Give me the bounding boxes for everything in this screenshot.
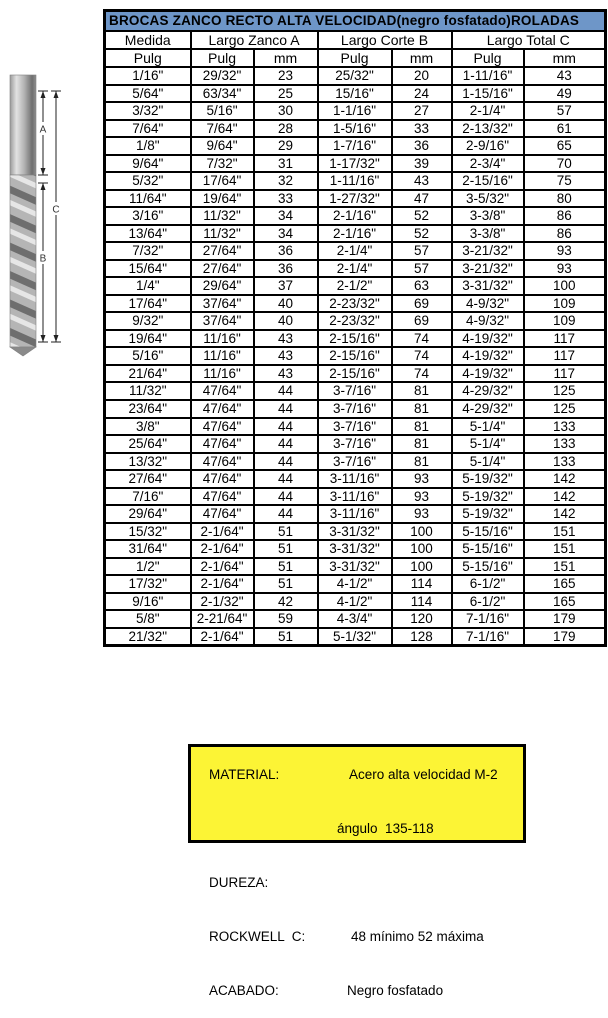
table-cell: 3-31/32" — [318, 540, 392, 558]
table-cell: 93 — [524, 242, 606, 260]
table-cell: 36 — [392, 137, 452, 155]
table-cell: 44 — [254, 488, 318, 506]
table-cell: 43 — [254, 365, 318, 383]
unit-header: mm — [392, 49, 452, 67]
table-cell: 33 — [254, 190, 318, 208]
table-cell: 42 — [254, 593, 318, 611]
table-cell: 9/64" — [105, 155, 191, 173]
table-cell: 3-7/16" — [318, 400, 392, 418]
table-cell: 3-3/8" — [452, 225, 524, 243]
table-cell: 1-15/16" — [452, 85, 524, 103]
table-cell: 125 — [524, 400, 606, 418]
table-cell: 3-31/32" — [318, 558, 392, 576]
table-row — [105, 400, 606, 418]
drill-flutes — [10, 175, 36, 356]
table-cell: 5-15/16" — [452, 558, 524, 576]
table-cell: 30 — [254, 102, 318, 120]
table-row — [105, 190, 606, 208]
table-row — [105, 365, 606, 383]
table-cell: 81 — [392, 382, 452, 400]
table-cell: 2-1/4" — [318, 260, 392, 278]
table-cell: 13/32" — [105, 453, 191, 471]
table-cell: 9/16" — [105, 593, 191, 611]
table-cell: 33 — [392, 120, 452, 138]
table-cell: 47/64" — [191, 435, 254, 453]
table-cell: 4-9/32" — [452, 295, 524, 313]
dureza-label: DUREZA: — [209, 875, 269, 890]
table-cell: 3-21/32" — [452, 242, 524, 260]
table-cell: 20 — [392, 67, 452, 85]
table-cell: 3-11/16" — [318, 470, 392, 488]
table-cell: 1-7/16" — [318, 137, 392, 155]
table-cell: 7-1/16" — [452, 628, 524, 646]
table-unit-header-row — [105, 49, 606, 67]
table-cell: 47/64" — [191, 382, 254, 400]
table-cell: 100 — [392, 523, 452, 541]
table-cell: 7/64" — [105, 120, 191, 138]
table-cell: 15/32" — [105, 523, 191, 541]
table-row — [105, 155, 606, 173]
table-cell: 117 — [524, 365, 606, 383]
table-cell: 11/32" — [191, 207, 254, 225]
table-cell: 80 — [524, 190, 606, 208]
dimension-label-b: B — [39, 253, 47, 265]
table-cell: 5/8" — [105, 610, 191, 628]
table-cell: 37 — [254, 277, 318, 295]
table-cell: 17/64" — [105, 295, 191, 313]
table-cell: 3-5/32" — [452, 190, 524, 208]
drill-shank — [10, 75, 36, 175]
table-cell: 47/64" — [191, 400, 254, 418]
spec-table-container — [103, 9, 604, 647]
table-cell: 61 — [524, 120, 606, 138]
table-cell: 27/64" — [191, 260, 254, 278]
table-cell: 21/64" — [105, 365, 191, 383]
table-cell: 2-1/4" — [318, 242, 392, 260]
table-row — [105, 172, 606, 190]
table-row — [105, 330, 606, 348]
table-cell: 29 — [254, 137, 318, 155]
table-row — [105, 593, 606, 611]
unit-header: Pulg — [318, 49, 392, 67]
table-cell: 2-15/16" — [318, 347, 392, 365]
table-cell: 51 — [254, 575, 318, 593]
table-row — [105, 102, 606, 120]
table-row — [105, 225, 606, 243]
table-cell: 2-15/16" — [318, 330, 392, 348]
table-cell: 3/16" — [105, 207, 191, 225]
table-cell: 128 — [392, 628, 452, 646]
table-cell: 9/64" — [191, 137, 254, 155]
table-row — [105, 260, 606, 278]
table-group-header-row — [105, 31, 606, 49]
table-cell: 13/64" — [105, 225, 191, 243]
table-cell: 1-11/16" — [318, 172, 392, 190]
table-cell: 27/64" — [191, 242, 254, 260]
table-cell: 44 — [254, 382, 318, 400]
table-cell: 5/16" — [105, 347, 191, 365]
table-cell: 7/32" — [105, 242, 191, 260]
table-cell: 93 — [392, 470, 452, 488]
material-value: Acero alta velocidad M-2 — [349, 767, 498, 782]
table-cell: 47/64" — [191, 488, 254, 506]
table-cell: 57 — [392, 260, 452, 278]
table-cell: 1-5/16" — [318, 120, 392, 138]
table-cell: 44 — [254, 505, 318, 523]
table-cell: 44 — [254, 470, 318, 488]
table-cell: 47 — [392, 190, 452, 208]
table-cell: 100 — [392, 540, 452, 558]
table-cell: 142 — [524, 470, 606, 488]
col-header-medida: Medida — [105, 31, 191, 49]
table-cell: 3-11/16" — [318, 488, 392, 506]
table-cell: 25/64" — [105, 435, 191, 453]
table-cell: 17/32" — [105, 575, 191, 593]
table-row — [105, 558, 606, 576]
unit-header: Pulg — [105, 49, 191, 67]
table-cell: 11/32" — [105, 382, 191, 400]
table-cell: 5-19/32" — [452, 488, 524, 506]
table-cell: 5/16" — [191, 102, 254, 120]
table-cell: 36 — [254, 260, 318, 278]
table-cell: 151 — [524, 558, 606, 576]
table-cell: 2-9/16" — [452, 137, 524, 155]
table-cell: 133 — [524, 418, 606, 436]
table-cell: 19/64" — [105, 330, 191, 348]
table-cell: 2-15/16" — [318, 365, 392, 383]
table-cell: 1-11/16" — [452, 67, 524, 85]
table-cell: 29/64" — [191, 277, 254, 295]
table-cell: 4-1/2" — [318, 593, 392, 611]
table-cell: 2-1/64" — [191, 558, 254, 576]
table-cell: 2-13/32" — [452, 120, 524, 138]
table-cell: 5-15/16" — [452, 540, 524, 558]
table-cell: 3-3/8" — [452, 207, 524, 225]
table-cell: 47/64" — [191, 418, 254, 436]
table-cell: 179 — [524, 628, 606, 646]
table-cell: 3/8" — [105, 418, 191, 436]
table-row — [105, 312, 606, 330]
table-cell: 179 — [524, 610, 606, 628]
table-row — [105, 418, 606, 436]
table-cell: 51 — [254, 628, 318, 646]
table-cell: 1-1/16" — [318, 102, 392, 120]
table-cell: 151 — [524, 523, 606, 541]
table-cell: 15/16" — [318, 85, 392, 103]
table-cell: 44 — [254, 435, 318, 453]
table-cell: 43 — [254, 330, 318, 348]
table-cell: 142 — [524, 488, 606, 506]
table-cell: 1/4" — [105, 277, 191, 295]
table-cell: 5-1/4" — [452, 418, 524, 436]
table-cell: 114 — [392, 575, 452, 593]
table-row — [105, 207, 606, 225]
table-cell: 7/32" — [191, 155, 254, 173]
table-cell: 2-1/16" — [318, 225, 392, 243]
table-cell: 6-1/2" — [452, 593, 524, 611]
unit-header: mm — [524, 49, 606, 67]
table-cell: 3-7/16" — [318, 453, 392, 471]
table-cell: 49 — [524, 85, 606, 103]
table-cell: 3/32" — [105, 102, 191, 120]
table-cell: 28 — [254, 120, 318, 138]
table-cell: 1-17/32" — [318, 155, 392, 173]
dimension-label-c: C — [52, 204, 60, 216]
table-cell: 21/32" — [105, 628, 191, 646]
table-cell: 1/2" — [105, 558, 191, 576]
table-cell: 3-7/16" — [318, 435, 392, 453]
table-cell: 7-1/16" — [452, 610, 524, 628]
table-row — [105, 347, 606, 365]
table-cell: 44 — [254, 418, 318, 436]
table-cell: 2-15/16" — [452, 172, 524, 190]
table-cell: 23/64" — [105, 400, 191, 418]
table-cell: 63 — [392, 277, 452, 295]
table-cell: 57 — [524, 102, 606, 120]
table-cell: 43 — [254, 347, 318, 365]
table-cell: 11/16" — [191, 347, 254, 365]
table-row — [105, 610, 606, 628]
table-row — [105, 435, 606, 453]
table-cell: 3-21/32" — [452, 260, 524, 278]
table-cell: 37/64" — [191, 312, 254, 330]
table-cell: 5-1/4" — [452, 453, 524, 471]
table-cell: 40 — [254, 312, 318, 330]
drill-diagram — [6, 70, 98, 360]
table-title-row — [105, 11, 606, 32]
table-cell: 4-19/32" — [452, 330, 524, 348]
table-cell: 74 — [392, 347, 452, 365]
table-cell: 27 — [392, 102, 452, 120]
spec-table — [103, 9, 607, 647]
material-label: MATERIAL: — [209, 767, 280, 782]
table-cell: 15/64" — [105, 260, 191, 278]
table-cell: 93 — [524, 260, 606, 278]
table-cell: 11/16" — [191, 330, 254, 348]
table-cell: 86 — [524, 225, 606, 243]
table-cell: 1/8" — [105, 137, 191, 155]
table-cell: 5/64" — [105, 85, 191, 103]
table-cell: 6-1/2" — [452, 575, 524, 593]
table-cell: 51 — [254, 558, 318, 576]
table-cell: 86 — [524, 207, 606, 225]
table-cell: 2-1/64" — [191, 540, 254, 558]
table-cell: 117 — [524, 347, 606, 365]
table-cell: 165 — [524, 593, 606, 611]
table-cell: 125 — [524, 382, 606, 400]
table-cell: 5-1/4" — [452, 435, 524, 453]
table-cell: 3-7/16" — [318, 418, 392, 436]
table-cell: 51 — [254, 540, 318, 558]
table-cell: 151 — [524, 540, 606, 558]
table-cell: 11/16" — [191, 365, 254, 383]
table-cell: 7/64" — [191, 120, 254, 138]
table-cell: 63/34" — [191, 85, 254, 103]
table-cell: 27/64" — [105, 470, 191, 488]
table-cell: 4-19/32" — [452, 365, 524, 383]
table-cell: 142 — [524, 505, 606, 523]
table-cell: 32 — [254, 172, 318, 190]
table-row — [105, 540, 606, 558]
table-cell: 7/16" — [105, 488, 191, 506]
table-row — [105, 470, 606, 488]
table-cell: 5/32" — [105, 172, 191, 190]
table-cell: 74 — [392, 365, 452, 383]
table-cell: 44 — [254, 400, 318, 418]
table-cell: 44 — [254, 453, 318, 471]
table-cell: 2-1/4" — [452, 102, 524, 120]
table-row — [105, 382, 606, 400]
table-cell: 109 — [524, 312, 606, 330]
table-cell: 31/64" — [105, 540, 191, 558]
table-cell: 2-23/32" — [318, 312, 392, 330]
table-cell: 31 — [254, 155, 318, 173]
table-cell: 51 — [254, 523, 318, 541]
table-cell: 114 — [392, 593, 452, 611]
table-row — [105, 505, 606, 523]
acabado-value: Negro fosfatado — [347, 983, 444, 998]
table-cell: 19/64" — [191, 190, 254, 208]
acabado-label: ACABADO: — [209, 983, 279, 998]
table-cell: 109 — [524, 295, 606, 313]
table-cell: 47/64" — [191, 470, 254, 488]
table-cell: 81 — [392, 400, 452, 418]
drill-bit-image — [6, 70, 98, 360]
table-cell: 34 — [254, 225, 318, 243]
table-cell: 70 — [524, 155, 606, 173]
table-cell: 1-27/32" — [318, 190, 392, 208]
table-row — [105, 295, 606, 313]
spec-table-body — [105, 67, 606, 646]
table-cell: 4-29/32" — [452, 382, 524, 400]
table-cell: 5-19/32" — [452, 470, 524, 488]
table-cell: 34 — [254, 207, 318, 225]
table-cell: 100 — [392, 558, 452, 576]
table-cell: 81 — [392, 435, 452, 453]
table-cell: 2-1/32" — [191, 593, 254, 611]
table-cell: 1/16" — [105, 67, 191, 85]
table-cell: 4-1/2" — [318, 575, 392, 593]
table-cell: 69 — [392, 312, 452, 330]
table-cell: 81 — [392, 418, 452, 436]
table-cell: 2-23/32" — [318, 295, 392, 313]
dimension-label-a: A — [39, 124, 47, 136]
table-cell: 5-1/32" — [318, 628, 392, 646]
table-row — [105, 120, 606, 138]
unit-header: Pulg — [191, 49, 254, 67]
table-cell: 65 — [524, 137, 606, 155]
table-title: BROCAS ZANCO RECTO ALTA VELOCIDAD(negro fosfatado)ROLADAS — [105, 11, 606, 32]
table-cell: 25 — [254, 85, 318, 103]
table-cell: 39 — [392, 155, 452, 173]
table-row — [105, 67, 606, 85]
table-cell: 2-1/64" — [191, 523, 254, 541]
table-cell: 2-1/64" — [191, 575, 254, 593]
table-cell: 75 — [524, 172, 606, 190]
table-cell: 25/32" — [318, 67, 392, 85]
table-cell: 93 — [392, 505, 452, 523]
table-cell: 4-9/32" — [452, 312, 524, 330]
table-cell: 2-3/4" — [452, 155, 524, 173]
rockwell-value: 48 mínimo 52 máxima — [351, 929, 484, 944]
table-cell: 117 — [524, 330, 606, 348]
table-cell: 36 — [254, 242, 318, 260]
table-cell: 120 — [392, 610, 452, 628]
table-cell: 11/64" — [105, 190, 191, 208]
table-cell: 3-31/32" — [452, 277, 524, 295]
unit-header: Pulg — [452, 49, 524, 67]
table-cell: 133 — [524, 453, 606, 471]
table-cell: 2-21/64" — [191, 610, 254, 628]
table-cell: 5-15/16" — [452, 523, 524, 541]
unit-header: mm — [254, 49, 318, 67]
table-cell: 2-1/2" — [318, 277, 392, 295]
table-row — [105, 137, 606, 155]
table-cell: 100 — [524, 277, 606, 295]
table-cell: 3-31/32" — [318, 523, 392, 541]
table-cell: 52 — [392, 225, 452, 243]
table-cell: 17/64" — [191, 172, 254, 190]
table-cell: 29/64" — [105, 505, 191, 523]
table-cell: 29/32" — [191, 67, 254, 85]
table-cell: 24 — [392, 85, 452, 103]
table-cell: 47/64" — [191, 505, 254, 523]
table-cell: 4-29/32" — [452, 400, 524, 418]
table-cell: 3-7/16" — [318, 382, 392, 400]
table-cell: 74 — [392, 330, 452, 348]
table-row — [105, 628, 606, 646]
table-cell: 81 — [392, 453, 452, 471]
table-cell: 2-1/64" — [191, 628, 254, 646]
table-cell: 133 — [524, 435, 606, 453]
table-cell: 37/64" — [191, 295, 254, 313]
table-cell: 3-11/16" — [318, 505, 392, 523]
col-header-largo-corte-b: Largo Corte B — [318, 31, 452, 49]
table-cell: 43 — [392, 172, 452, 190]
table-cell: 4-19/32" — [452, 347, 524, 365]
table-row — [105, 453, 606, 471]
table-row — [105, 523, 606, 541]
material-notes-box — [188, 744, 526, 998]
table-cell: 9/32" — [105, 312, 191, 330]
table-cell: 40 — [254, 295, 318, 313]
table-cell: 52 — [392, 207, 452, 225]
col-header-largo-zanco-a: Largo Zanco A — [191, 31, 318, 49]
table-cell: 93 — [392, 488, 452, 506]
table-cell: 11/32" — [191, 225, 254, 243]
table-row — [105, 488, 606, 506]
table-cell: 23 — [254, 67, 318, 85]
table-row — [105, 575, 606, 593]
table-cell: 165 — [524, 575, 606, 593]
table-row — [105, 277, 606, 295]
col-header-largo-total-c: Largo Total C — [452, 31, 606, 49]
table-cell: 57 — [392, 242, 452, 260]
table-row — [105, 85, 606, 103]
table-cell: 69 — [392, 295, 452, 313]
table-cell: 43 — [524, 67, 606, 85]
table-cell: 59 — [254, 610, 318, 628]
table-cell: 4-3/4" — [318, 610, 392, 628]
table-cell: 5-19/32" — [452, 505, 524, 523]
table-cell: 47/64" — [191, 453, 254, 471]
table-row — [105, 242, 606, 260]
table-cell: 2-1/16" — [318, 207, 392, 225]
rockwell-label: ROCKWELL C: — [209, 929, 306, 944]
angle-value: ángulo 135-118 — [337, 821, 434, 836]
